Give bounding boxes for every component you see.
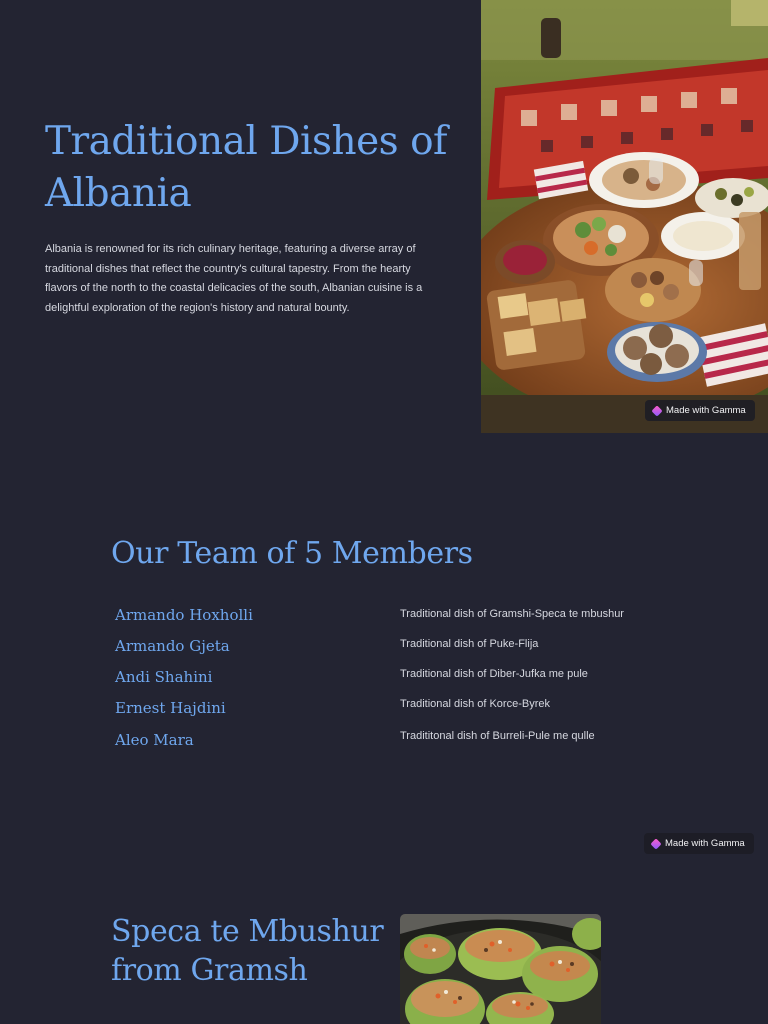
member-name: Andi Shahini bbox=[115, 668, 213, 686]
gamma-logo-icon bbox=[650, 838, 661, 849]
food-table-photo bbox=[481, 0, 768, 433]
badge-label: Made with Gamma bbox=[666, 405, 746, 416]
member-dish: Traditional dish of Puke-Flija bbox=[400, 638, 539, 650]
member-name: Ernest Hajdini bbox=[115, 699, 226, 717]
member-dish: Traditional dish of Korce-Byrek bbox=[400, 698, 550, 710]
gamma-logo-icon bbox=[651, 405, 662, 416]
page-title: Traditional Dishes of Albania bbox=[45, 119, 447, 216]
stuffed-peppers-photo bbox=[400, 914, 601, 1024]
dish-title: Speca te Mbushur from Gramsh bbox=[111, 914, 384, 988]
stuffed-peppers-photo-icon bbox=[400, 914, 601, 1024]
made-with-gamma-badge-top[interactable] bbox=[645, 400, 755, 421]
member-dish: Tradititonal dish of Burreli-Pule me qulle bbox=[400, 730, 595, 742]
food-table-photo-icon bbox=[481, 0, 768, 433]
member-name: Armando Gjeta bbox=[115, 637, 230, 655]
intro-paragraph: Albania is renowned for its rich culinary heritage, featuring a diverse array of traditional dishes that reflect the country's cultural tapestry. From the hearty flavors of the north to the coastal delicacies of the south, Albanian cuisine is a delightful exploration of the region's history and natural bounty. bbox=[45, 243, 423, 314]
badge-label: Made with Gamma bbox=[665, 838, 745, 849]
member-name: Aleo Mara bbox=[115, 731, 194, 749]
member-dish: Traditional dish of Diber-Jufka me pule bbox=[400, 668, 588, 680]
made-with-gamma-badge-bottom[interactable] bbox=[644, 833, 754, 854]
member-name: Armando Hoxholli bbox=[115, 606, 253, 624]
team-heading: Our Team of 5 Members bbox=[111, 536, 473, 571]
member-dish: Traditional dish of Gramshi-Speca te mbushur bbox=[400, 608, 624, 620]
